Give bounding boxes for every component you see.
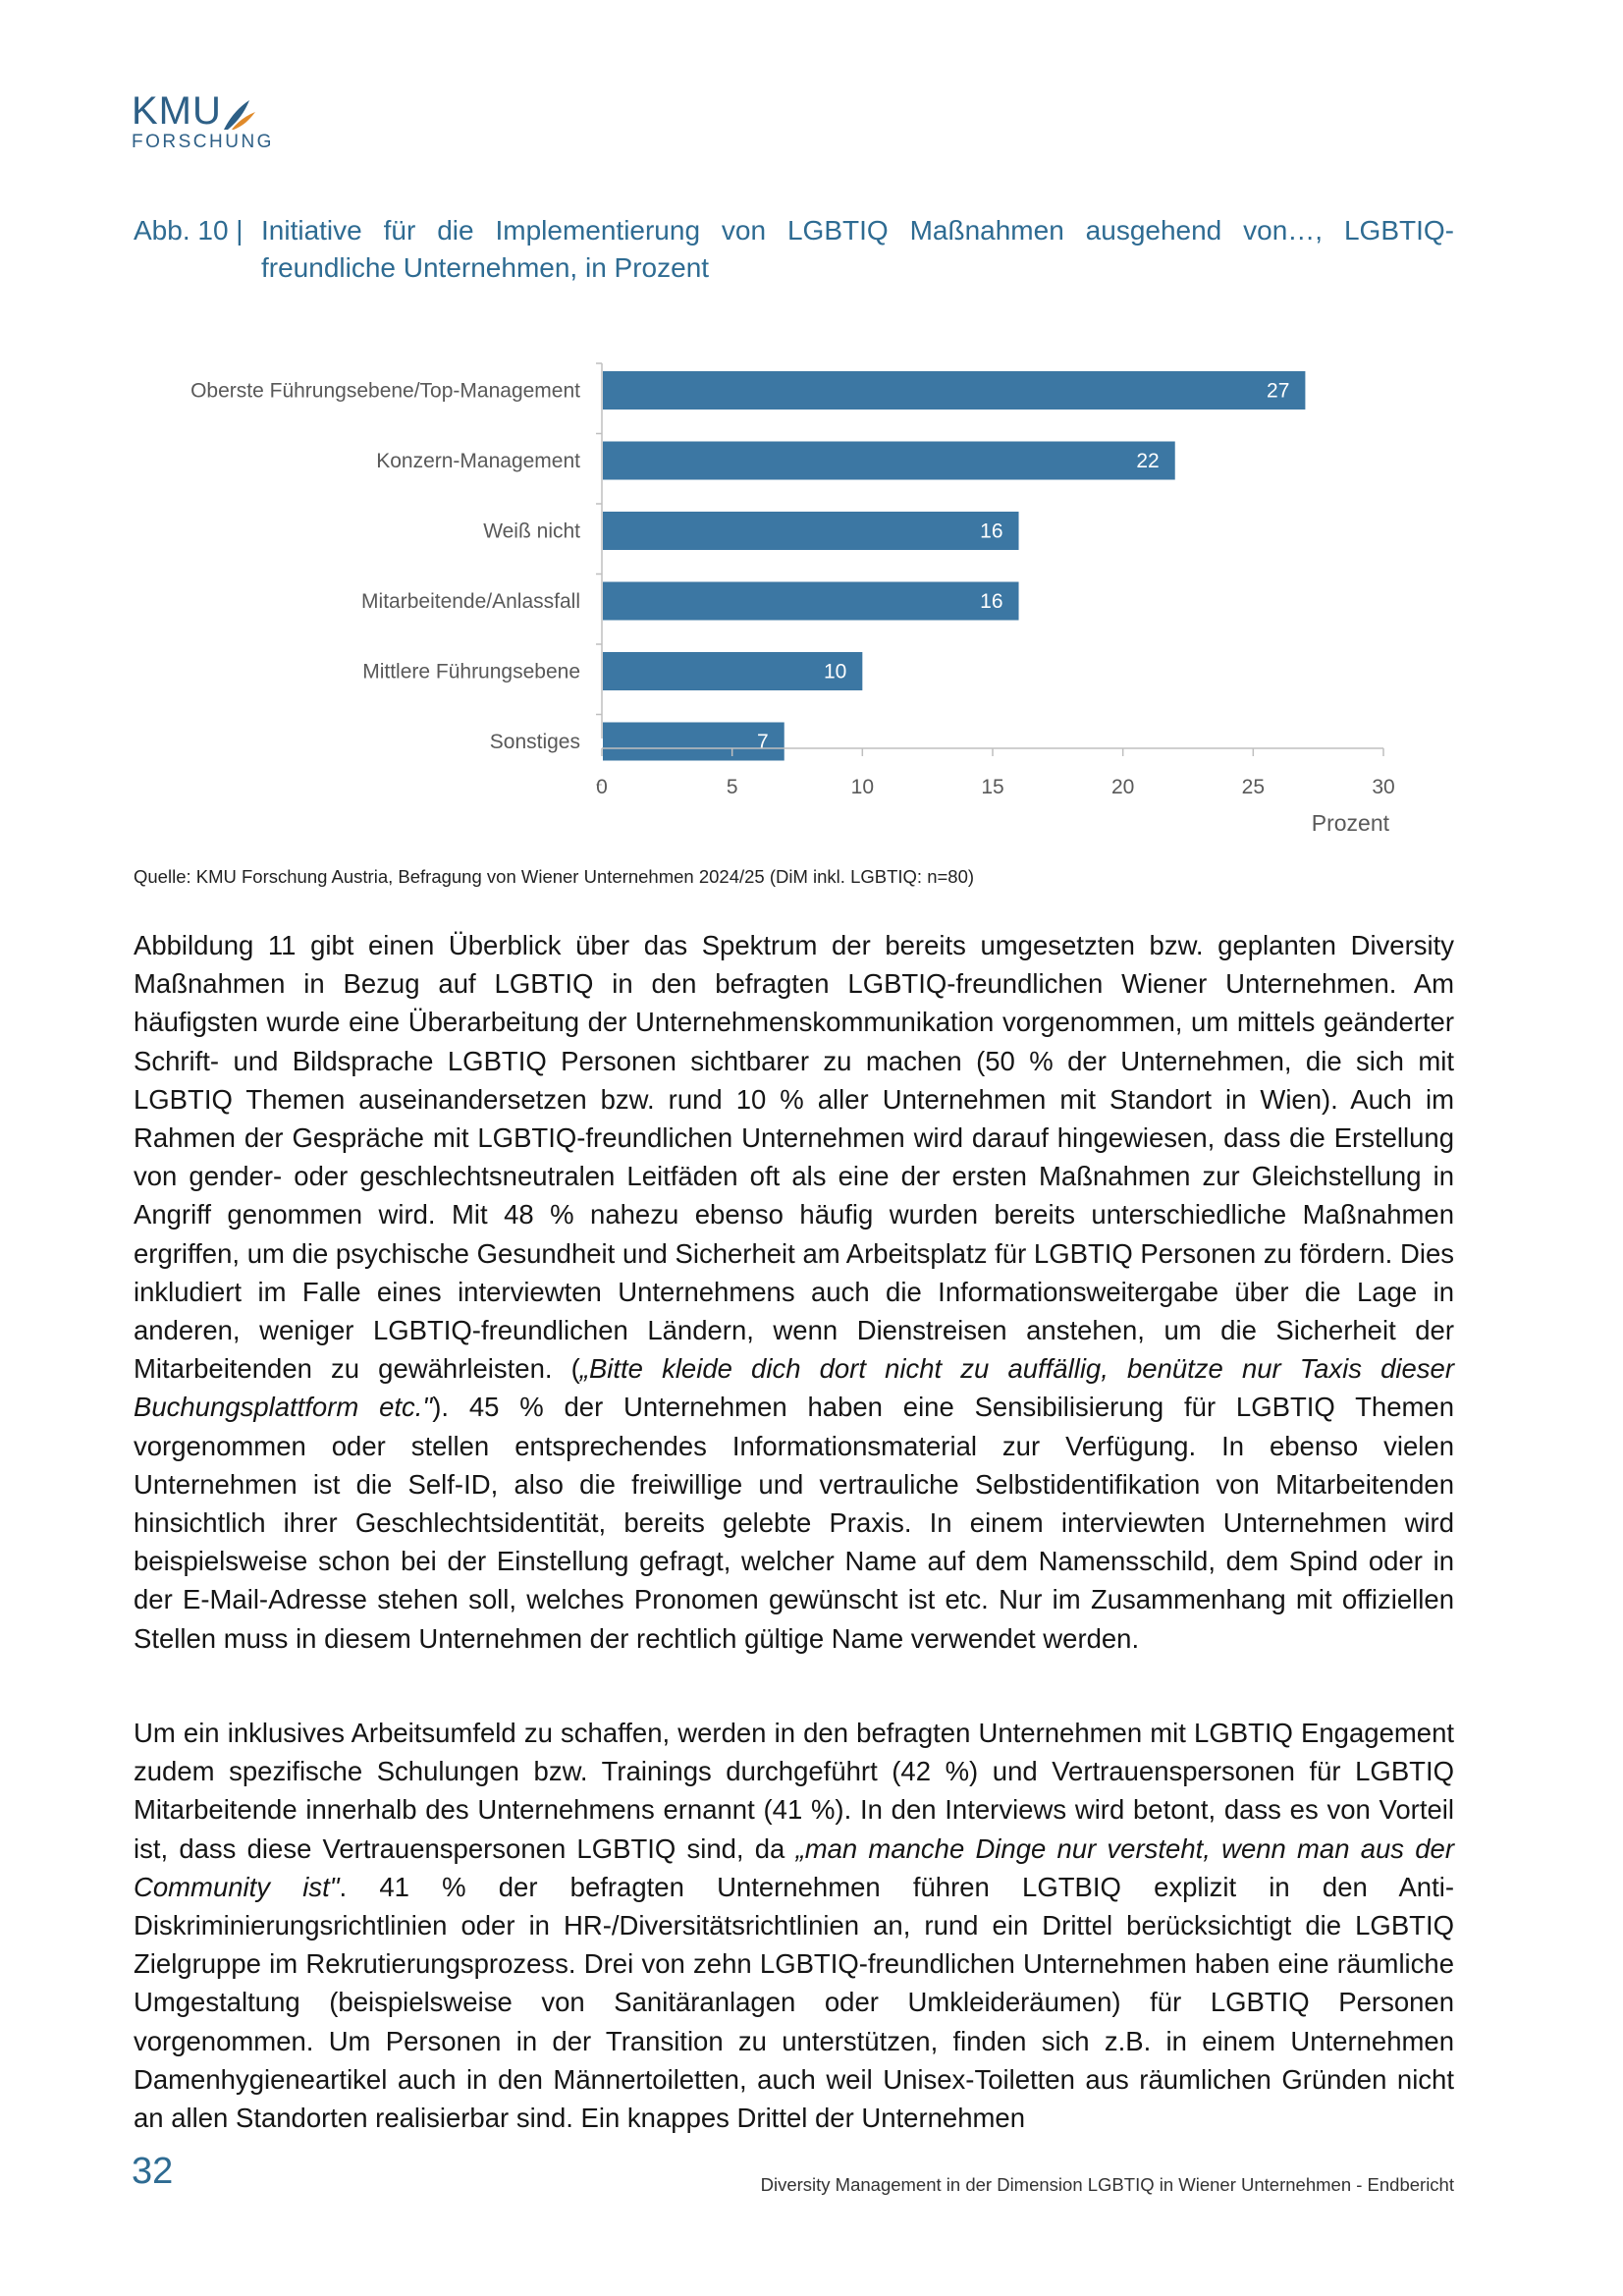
bar bbox=[603, 582, 1019, 621]
x-axis-title: Prozent bbox=[1311, 810, 1389, 836]
category-label: Sonstiges bbox=[489, 731, 580, 753]
paragraph-1-text-a: Abbildung 11 gibt einen Überblick über das Spektrum der bereits umgesetzten bzw. geplanten Diversity Maßnahmen in Bezug auf LGBTIQ in den befragten LGBTIQ-freundlichen Wiener Unternehmen. Am häufigsten wurde eine Überarbeitung der Unternehmenskommunikation vorgenommen, um mittels geänderter Schrift- und Bildsprache LGBTIQ Personen sichtbarer zu machen (50 % der Unternehmen, die sich mit LGBTIQ Themen auseinandersetzen bzw. rund 10 % aller Unternehmen mit Standort in Wien). Auch im Rahmen der Gespräche mit LGBTIQ-freundlichen Unternehmen wird darauf hingewiesen, dass die Erstellung von gender- oder geschlechtsneutralen Leitfäden oft als eine der ersten Maßnahmen zur Gleichstellung in Angriff genommen wird. Mit 48 % nahezu ebenso häufig wurden bereits unterschiedliche Maßnahmen ergriffen, um die psychische Gesundheit und Sicherheit am Arbeitsplatz für LGBTIQ Personen zu fördern. Dies inkludiert im Falle eines interviewten Unternehmens auch die Informationsweitergabe über die Lage in anderen, weniger LGBTIQ-freundlichen Ländern, wenn Dienstreisen anstehen, um die Sicherheit der Mitarbeitenden zu gewährleisten. ( bbox=[134, 930, 1454, 1385]
paragraph-2-text-a: Um ein inklusives Arbeitsumfeld zu schaffen, werden in den befragten Unternehmen mit LGBTIQ Engagement zudem spezifische Schulungen bzw. Trainings durchgeführt (42 %) und Vertrauenspersonen für LGBTIQ Mitarbeitende innerhalb des Unternehmens ernannt (41 %). In den Interviews wird betont, dass es von Vorteil ist, dass diese Vertrauenspersonen LGBTIQ sind, da bbox=[134, 1718, 1454, 1864]
x-tick-label: 25 bbox=[1241, 776, 1266, 798]
bar bbox=[603, 371, 1305, 410]
bar-chart bbox=[128, 334, 1424, 845]
data-label: 10 bbox=[823, 660, 847, 683]
paragraph-1-text-b: ). 45 % der Unternehmen haben eine Sensibilisierung für LGBTIQ Themen vorgenommen oder stellen entsprechendes Informationsmaterial zur Verfügung. In ebenso vielen Unternehmen ist die Self-ID, also die freiwillige und vertrauliche Selbstidentifikation von Mitarbeitenden hinsichtlich ihrer Geschlechtsidentität, bereits gelebte Praxis. In einem interviewten Unternehmen wird beispielsweise schon bei der Einstellung gefragt, welcher Name auf dem Namensschild, dem Spind oder in der E-Mail-Adresse stehen soll, welches Pronomen gewünscht ist etc. Nur im Zusammenhang mit offiziellen Stellen muss in diesem Unternehmen der rechtlich gültige Name verwendet werden. bbox=[134, 1392, 1454, 1654]
logo-kmu-text: KMU bbox=[132, 89, 222, 133]
bar-chart-svg bbox=[128, 334, 1424, 845]
kmu-forschung-logo bbox=[132, 89, 274, 159]
figure-caption-prefix: Abb. 10 | bbox=[134, 215, 243, 246]
body-paragraph-1 bbox=[134, 926, 1454, 1658]
category-label: Mittlere Führungsebene bbox=[362, 660, 580, 683]
category-label: Mitarbeitende/Anlassfall bbox=[361, 590, 580, 613]
x-tick-label: 10 bbox=[850, 776, 875, 798]
data-label: 16 bbox=[980, 590, 1003, 613]
leaf-icon bbox=[220, 96, 257, 132]
category-label: Oberste Führungsebene/Top-Management bbox=[190, 379, 580, 403]
body-paragraph-2 bbox=[134, 1714, 1454, 2137]
x-tick-label: 20 bbox=[1110, 776, 1135, 798]
x-tick-label: 5 bbox=[726, 776, 738, 798]
logo-forschung-text: FORSCHUNG bbox=[132, 132, 274, 152]
category-label: Konzern-Management bbox=[376, 450, 580, 472]
page-number: 32 bbox=[132, 2151, 174, 2192]
data-label: 27 bbox=[1267, 379, 1290, 403]
category-label: Weiß nicht bbox=[483, 519, 580, 543]
x-tick-label: 15 bbox=[981, 776, 1004, 798]
bar bbox=[603, 512, 1019, 550]
footer-title: Diversity Management in der Dimension LGBTIQ in Wiener Unternehmen - Endbericht bbox=[760, 2174, 1454, 2195]
figure-source: Quelle: KMU Forschung Austria, Befragung von Wiener Unternehmen 2024/25 (DiM inkl. LGBTIQ: n=80) bbox=[134, 866, 975, 887]
x-tick-label: 0 bbox=[596, 776, 608, 798]
paragraph-1-quote: „Bitte kleide dich dort nicht zu auffällig, benütze nur Taxis dieser Buchungsplattform etc." bbox=[134, 1353, 1454, 1423]
paragraph-2-text-b: . 41 % der befragten Unternehmen führen LGTBIQ explizit in den Anti-Diskriminierungsrichtlinien oder in HR-/Diversitätsrichtlinien an, rund ein Drittel berücksichtigt die LGBTIQ Zielgruppe im Rekrutierungsprozess. Drei von zehn LGBTIQ-freundlichen Unternehmen haben eine räumliche Umgestaltung (beispielsweise von Sanitäranlagen oder Umkleideräumen) für LGBTIQ Personen vorgenommen. Um Personen in der Transition zu unterstützen, finden sich z.B. in einem Unternehmen Damenhygieneartikel auch in den Männertoiletten, auch weil Unisex-Toiletten aus räumlichen Gründen nicht an allen Standorten realisierbar sind. Ein knappes Drittel der Unternehmen bbox=[134, 1871, 1454, 2134]
bar bbox=[603, 442, 1175, 480]
x-tick-label: 30 bbox=[1372, 776, 1395, 798]
data-label: 22 bbox=[1136, 450, 1160, 472]
data-label: 16 bbox=[980, 519, 1003, 543]
data-label: 7 bbox=[757, 731, 769, 753]
figure-caption-title: Initiative für die Implementierung von LGBTIQ Maßnahmen ausgehend von…, LGBTIQ-freundliche Unternehmen, in Prozent bbox=[261, 215, 1454, 283]
paragraph-2-quote: „man manche Dinge nur versteht, wenn man aus der Community ist" bbox=[134, 1832, 1454, 1902]
